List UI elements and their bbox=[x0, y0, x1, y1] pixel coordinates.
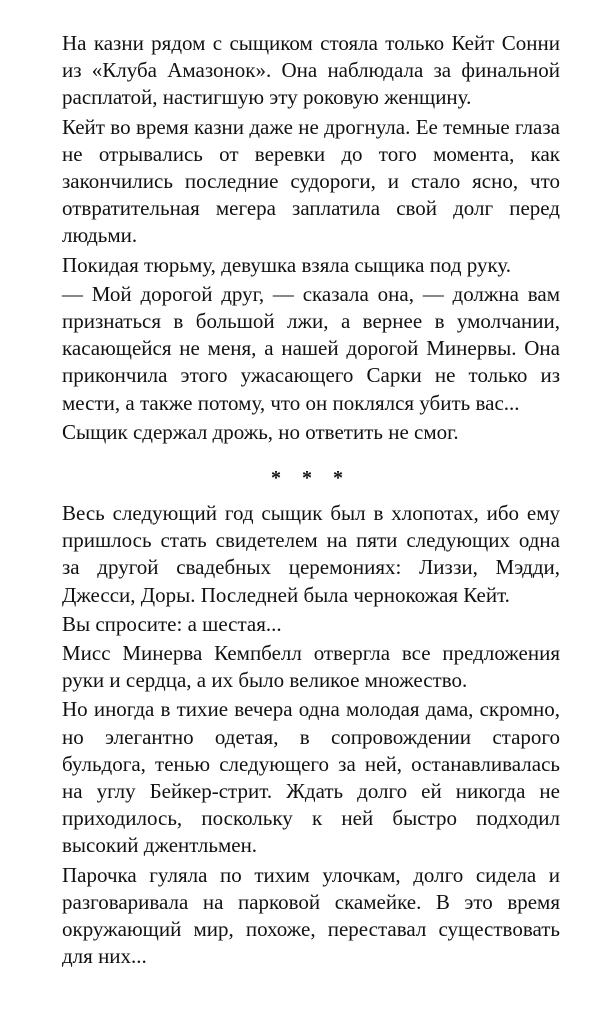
paragraph: Вы спросите: а шестая... bbox=[62, 611, 282, 636]
paragraph: На казни рядом с сыщиком стояла только Кейт Сонни из «Клуба Амазонок». Она наблюдала за финальной расплатой, настигшую эту роковую женщину. bbox=[62, 31, 560, 110]
paragraph: Мисс Минерва Кемпбелл отвергла все предложения руки и сердца, а их было великое множество. bbox=[62, 641, 560, 693]
paragraph: Парочка гуляла по тихим улочкам, долго сидела и разговаривала на парковой скамейке. В это время окружающий мир, похоже, переставал существовать для них... bbox=[62, 862, 560, 969]
paragraph: — Мой дорогой друг, — сказала она, — должна вам признаться в большой лжи, а вернее в умолчании, касающейся не меня, а нашей дорогой Минервы. Она прикончила этого ужасающего Сарки не только из мести, а также потому, что он поклялся убить вас... bbox=[62, 281, 560, 415]
section-separator: * * * bbox=[271, 467, 351, 490]
paragraph: Кейт во время казни даже не дрогнула. Ее темные глаза не отрывались от веревки до того момента, как закончились последние судороги, и стало ясно, что отвратительная мегера заплатила свой долг перед людьми. bbox=[62, 114, 560, 248]
paragraph: Но иногда в тихие вечера одна молодая дама, скромно, но элегантно одетая, в сопровождении старого бульдога, тенью следующего за ней, останавливалась на углу Бейкер-стрит. Ждать долго ей никогда не приходилось, поскольку к ней быстро подходил высокий джентльмен. bbox=[62, 697, 560, 858]
paragraph: Весь следующий год сыщик был в хлопотах, ибо ему пришлось стать свидетелем на пяти следующих одна за другой свадебных церемониях: Лиззи, Мэдди, Джесси, Доры. Последней была чернокожая Кейт. bbox=[62, 501, 560, 607]
paragraph: Покидая тюрьму, девушка взяла сыщика под руку. bbox=[62, 252, 512, 277]
paragraph: Сыщик сдержал дрожь, но ответить не смог. bbox=[62, 419, 459, 444]
page-text bbox=[62, 30, 560, 973]
